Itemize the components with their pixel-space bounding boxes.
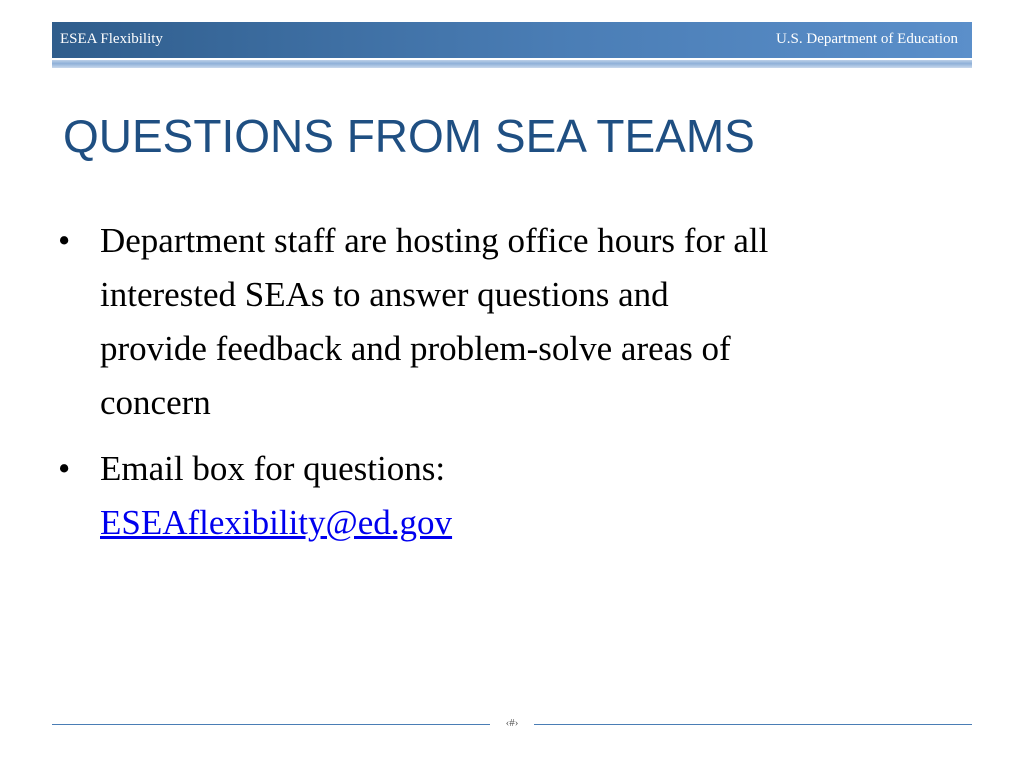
bullet-line: Email box for questions: — [100, 449, 446, 488]
header-title: ESEA Flexibility — [60, 31, 163, 47]
header-organization: U.S. Department of Education — [775, 31, 958, 47]
bullet-office-hours — [58, 214, 968, 430]
footer-divider-left — [52, 724, 490, 725]
bullet-text — [100, 214, 968, 430]
bullet-line-link — [100, 496, 968, 550]
bullet-marker: • — [58, 449, 71, 488]
bullet-email-box — [58, 442, 968, 550]
bullet-marker: • — [58, 221, 71, 260]
footer-divider-right — [534, 724, 972, 725]
slide-title: QUESTIONS FROM SEA TEAMS — [63, 110, 755, 162]
bullet-line: provide feedback and problem-solve areas of — [100, 329, 731, 368]
bullet-line: concern — [100, 383, 211, 422]
bullet-text — [100, 442, 968, 550]
bullet-line: interested SEAs to answer questions and — [100, 275, 669, 314]
bullet-line: Department staff are hosting office hours for all — [100, 221, 769, 260]
bullet-list — [58, 214, 968, 562]
header-rule — [52, 60, 972, 68]
email-link[interactable]: ESEAflexibility@ed.gov — [100, 503, 453, 542]
page-number: ‹#› — [505, 717, 519, 729]
header-bar — [52, 22, 972, 58]
